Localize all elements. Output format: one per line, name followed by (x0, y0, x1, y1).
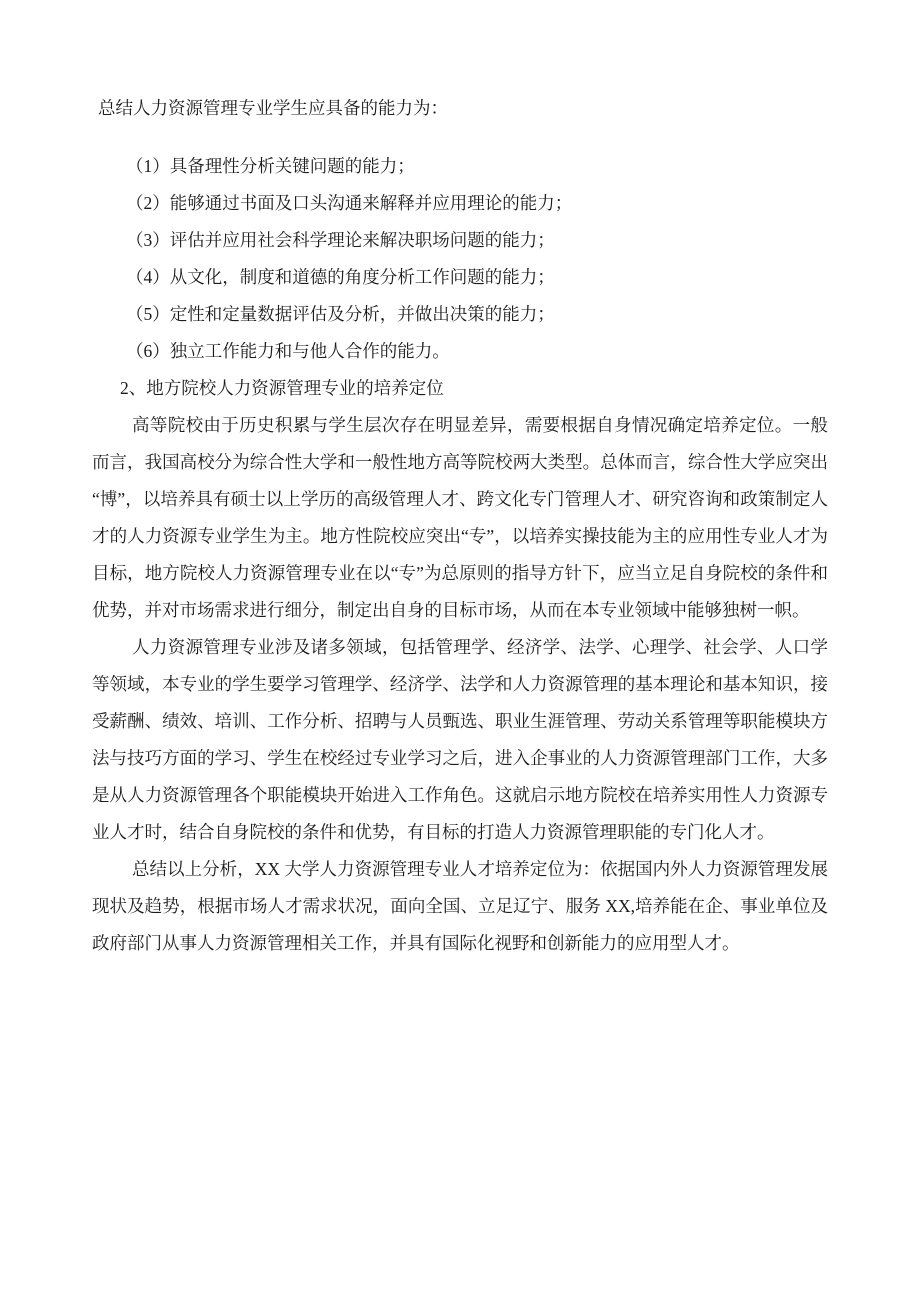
ability-item-3: （3）评估并应用社会科学理论来解决职场问题的能力； (126, 230, 555, 250)
paragraph-conclusion: 总结以上分析，XX 大学人力资源管理专业人才培养定位为：依据国内外人力资源管理发展现状及趋势，根据市场人才需求状况，面向全国、立足辽宁、服务 XX,培养能在企、事业单位及政府部门从事人力资源管理相关工作，并具有国际化视野和创新能力的应用型人才。 (92, 859, 828, 953)
ability-item-4: （4）从文化，制度和道德的角度分析工作问题的能力； (126, 267, 555, 287)
ability-item-1: （1）具备理性分析关键问题的能力； (126, 156, 415, 176)
paragraph-training-positioning: 高等院校由于历史积累与学生层次存在明显差异，需要根据自身情况确定培养定位。一般而言，我国高校分为综合性大学和一般性地方高等院校两大类型。总体而言，综合性大学应突出“博”，以培养具有硕士以上学历的高级管理人才、跨文化专门管理人才、研究咨询和政策制定人才的人力资源专业学生为主。地方性院校应突出“专”，以培养实操技能为主的应用性专业人才为目标，地方院校人力资源管理专业在以“专”为总原则的指导方针下，应当立足自身院校的条件和优势，并对市场需求进行细分，制定出自身的目标市场，从而在本专业领域中能够独树一帜。 (92, 415, 828, 620)
intro-line: 总结人力资源管理专业学生应具备的能力为： (98, 98, 448, 118)
paragraph-field-scope: 人力资源管理专业涉及诸多领域，包括管理学、经济学、法学、心理学、社会学、人口学等领域，本专业的学生要学习管理学、经济学、法学和人力资源管理的基本理论和基本知识，接受薪酬、绩效、培训、工作分析、招聘与人员甄选、职业生涯管理、劳动关系管理等职能模块方法与技巧方面的学习、学生在校经过专业学习之后，进入企事业的人力资源管理部门工作，大多是从人力资源管理各个职能模块开始进入工作角色。这就启示地方院校在培养实用性人力资源专业人才时，结合自身院校的条件和优势，有目标的打造人力资源管理职能的专门化人才。 (92, 637, 828, 842)
section-heading: 2、地方院校人力资源管理专业的培养定位 (120, 378, 444, 398)
ability-item-6: （6）独立工作能力和与他人合作的能力。 (126, 341, 450, 361)
ability-item-2: （2）能够通过书面及口头沟通来解释并应用理论的能力； (126, 193, 573, 213)
ability-item-5: （5）定性和定量数据评估及分析，并做出决策的能力； (126, 304, 555, 324)
